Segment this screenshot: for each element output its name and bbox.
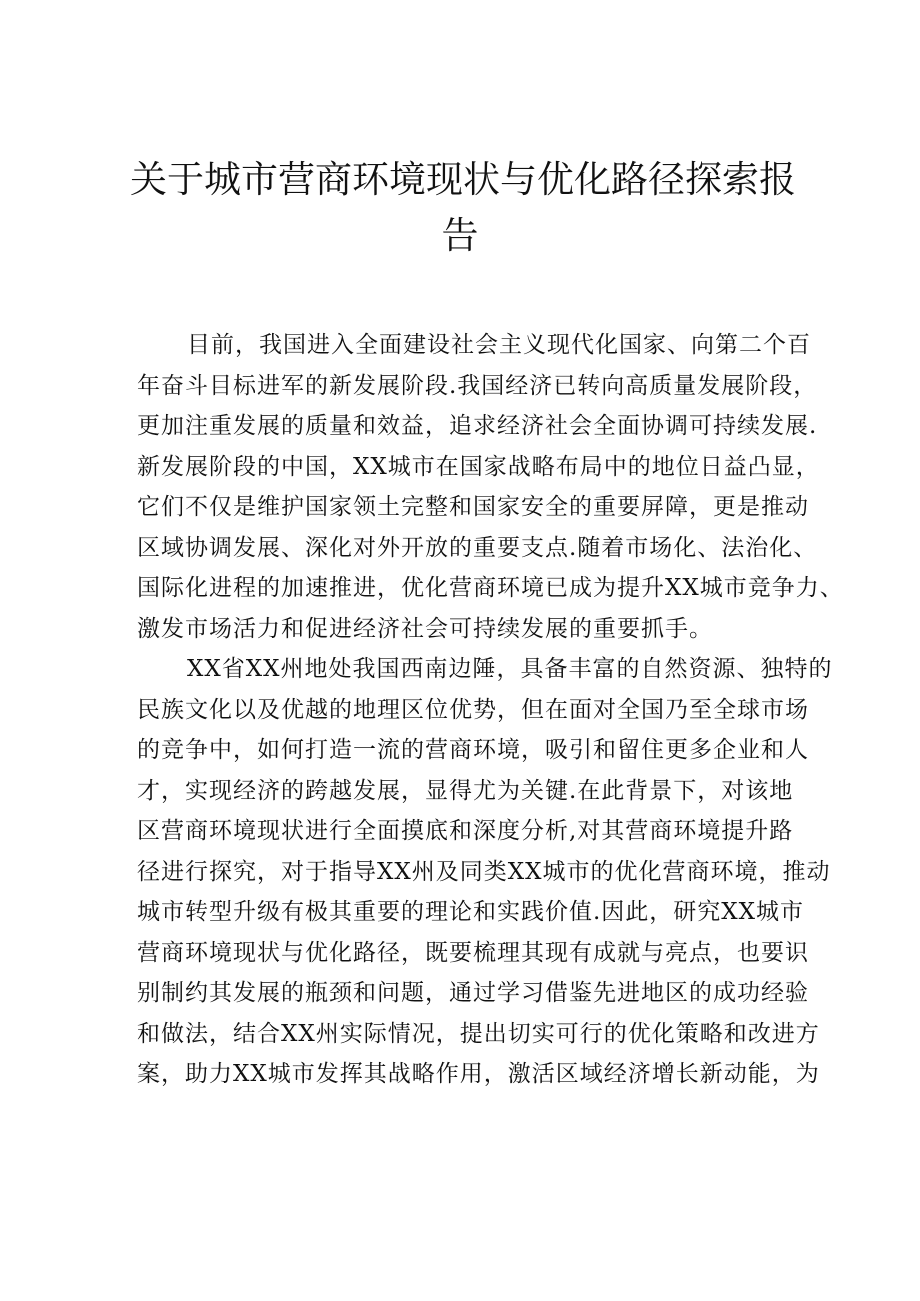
title-line-1: 关于城市营商环境现状与优化路径探索报 bbox=[130, 158, 796, 201]
paragraph-line: 才，实现经济的跨越发展，显得尤为关键.在此背景下，对该地 bbox=[137, 777, 794, 804]
document-body bbox=[137, 325, 844, 1095]
paragraph-line: 案，助力XX城市发挥其战略作用，激活区域经济增长新动能，为 bbox=[137, 1061, 820, 1087]
paragraph-line: 区域协调发展、深化对外开放的重要支点.随着市场化、法治化、 bbox=[137, 534, 818, 561]
paragraph-line: 民族文化以及优越的地理区位优势，但在面对全国乃至全球市场 bbox=[137, 696, 809, 723]
paragraph-2 bbox=[137, 649, 833, 1095]
paragraph-line: 更加注重发展的质量和效益，追求经济社会全面协调可持续发展. bbox=[137, 413, 818, 439]
paragraph-line: 新发展阶段的中国，XX城市在国家战略布局中的地位日益凸显， bbox=[137, 453, 820, 480]
paragraph-line: 径进行探究，对于指导XX州及同类XX城市的优化营商环境，推动 bbox=[137, 858, 831, 885]
paragraph-line: 它们不仅是维护国家领土完整和国家安全的重要屏障，更是推动 bbox=[137, 494, 809, 520]
paragraph-1 bbox=[137, 325, 844, 649]
paragraph-line: 别制约其发展的瓶颈和问题，通过学习借鉴先进地区的成功经验 bbox=[137, 980, 809, 1006]
title-line-2: 告 bbox=[441, 214, 479, 257]
paragraph-line: 区营商环境现状进行全面摸底和深度分析,对其营商环境提升路 bbox=[137, 818, 794, 844]
paragraph-line: 年奋斗目标进军的新发展阶段.我国经济已转向高质量发展阶段， bbox=[137, 372, 818, 399]
paragraph-line: 目前，我国进入全面建设社会主义现代化国家、向第二个百 bbox=[187, 332, 811, 358]
paragraph-line: 城市转型升级有极其重要的理论和实践价值.因此，研究XX城市 bbox=[137, 899, 805, 925]
paragraph-line: 营商环境现状与优化路径，既要梳理其现有成就与亮点，也要识 bbox=[137, 939, 809, 966]
paragraph-line: 的竞争中，如何打造一流的营商环境，吸引和留住更多企业和人 bbox=[137, 737, 809, 763]
paragraph-line: XX省XX州地处我国西南边陲，具备丰富的自然资源、独特的 bbox=[187, 656, 833, 682]
document-title bbox=[130, 152, 796, 264]
paragraph-line: 国际化进程的加速推进，优化营商环境已成为提升XX城市竞争力、 bbox=[137, 575, 844, 601]
paragraph-line: 激发市场活力和促进经济社会可持续发展的重要抓手。 bbox=[137, 615, 713, 642]
paragraph-line: 和做法，结合XX州实际情况，提出切实可行的优化策略和改进方 bbox=[137, 1020, 820, 1047]
